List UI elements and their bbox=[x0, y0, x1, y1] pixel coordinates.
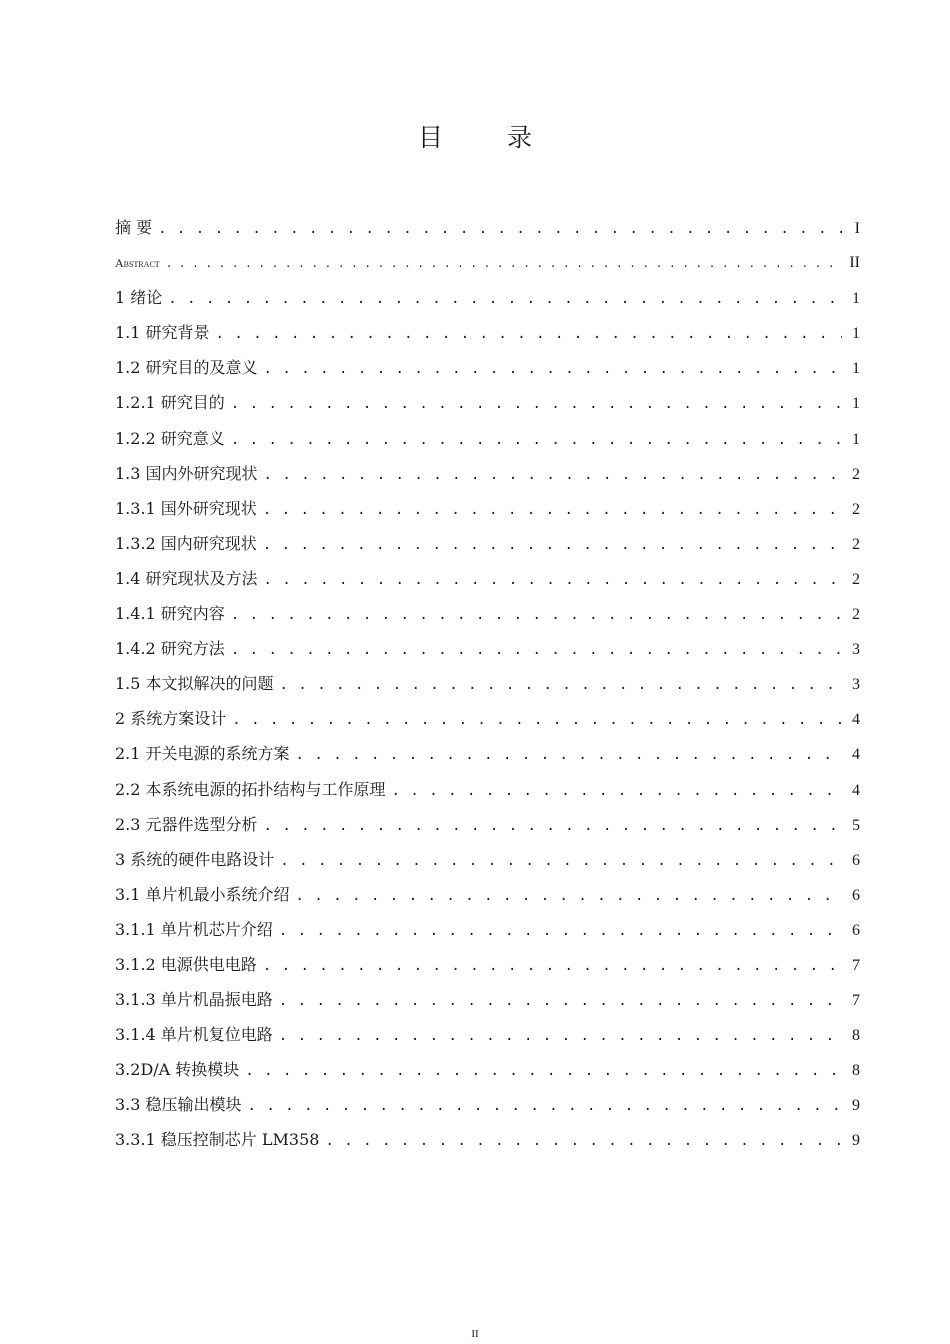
toc-entry-page: 8 bbox=[852, 1062, 860, 1080]
toc-leader-dots bbox=[280, 668, 842, 703]
toc-entry-label: 3.3 稳压输出模块 bbox=[115, 1095, 242, 1115]
toc-entry[interactable] bbox=[115, 315, 860, 350]
toc-entry-page: 6 bbox=[852, 886, 860, 904]
toc-entry-label: 1.3.1 国外研究现状 bbox=[115, 498, 257, 518]
toc-entry-page: 7 bbox=[852, 956, 860, 974]
toc-entry-abstract-en[interactable] bbox=[115, 245, 860, 280]
toc-entry-page: 2 bbox=[852, 465, 860, 483]
toc-entry-page: 9 bbox=[852, 1097, 860, 1115]
toc-entry[interactable] bbox=[115, 772, 860, 807]
toc-entry-label: 1.1 研究背景 bbox=[115, 323, 210, 343]
toc-entry[interactable] bbox=[115, 982, 860, 1017]
toc-entry-page: 2 bbox=[852, 535, 860, 553]
toc-entry-page: 1 bbox=[852, 395, 860, 413]
toc-entry-label: 2 系统方案设计 bbox=[115, 709, 227, 729]
toc-entry-label: 2.1 开关电源的系统方案 bbox=[115, 744, 290, 764]
toc-entry-page: 2 bbox=[852, 606, 860, 624]
toc-leader-dots bbox=[264, 563, 842, 598]
toc-entry-page: 2 bbox=[852, 570, 860, 588]
toc-leader-dots bbox=[232, 703, 842, 738]
toc-entry-label: 2.2 本系统电源的拓扑结构与工作原理 bbox=[115, 779, 386, 799]
toc-entry-label: 3.1.4 单片机复位电路 bbox=[115, 1025, 273, 1045]
toc-leader-dots bbox=[231, 423, 842, 458]
toc-leader-dots bbox=[166, 246, 842, 281]
toc-entry[interactable] bbox=[115, 385, 860, 420]
toc-entry-label: 1.2.1 研究目的 bbox=[115, 393, 225, 413]
page-title: 目 录 bbox=[418, 123, 560, 152]
toc-entry-page: 8 bbox=[852, 1027, 860, 1045]
toc-entry-label: 3.1 单片机最小系统介绍 bbox=[115, 884, 290, 904]
toc-entry[interactable] bbox=[115, 1087, 860, 1122]
toc-entry-label: 3 系统的硬件电路设计 bbox=[115, 849, 275, 869]
toc-entry[interactable] bbox=[115, 842, 860, 877]
toc-entry-label: 1.3.2 国内研究现状 bbox=[115, 533, 257, 553]
toc-entry[interactable] bbox=[115, 561, 860, 596]
toc-entry-page: 4 bbox=[852, 746, 860, 764]
toc-leader-dots bbox=[296, 738, 842, 773]
toc-leader-dots bbox=[279, 984, 842, 1019]
toc-entry-label: 1.2 研究目的及意义 bbox=[115, 358, 258, 378]
toc-leader-dots bbox=[245, 1054, 842, 1089]
toc-leader-dots bbox=[263, 949, 842, 984]
table-of-contents bbox=[115, 210, 860, 1158]
toc-entry[interactable] bbox=[115, 1122, 860, 1157]
toc-leader-dots bbox=[264, 809, 842, 844]
toc-leader-dots bbox=[279, 1019, 842, 1054]
toc-entry-page: 2 bbox=[852, 500, 860, 518]
toc-leader-dots bbox=[296, 879, 842, 914]
toc-entry-label: 1.3 国内外研究现状 bbox=[115, 463, 258, 483]
toc-entry-label: 1.4.2 研究方法 bbox=[115, 639, 225, 659]
toc-entry-page: II bbox=[849, 254, 860, 272]
toc-leader-dots bbox=[392, 774, 842, 809]
toc-entry-page: 5 bbox=[852, 816, 860, 834]
toc-entry-label: 1.4.1 研究内容 bbox=[115, 604, 225, 624]
page-number: II bbox=[471, 1328, 479, 1340]
toc-entry-page: 4 bbox=[852, 781, 860, 799]
toc-entry[interactable] bbox=[115, 456, 860, 491]
toc-entry[interactable] bbox=[115, 350, 860, 385]
toc-entry-page: 6 bbox=[852, 851, 860, 869]
toc-leader-dots bbox=[231, 633, 842, 668]
toc-leader-dots bbox=[279, 914, 842, 949]
toc-entry[interactable] bbox=[115, 280, 860, 315]
toc-leader-dots bbox=[158, 212, 842, 247]
toc-entry-label: 3.1.1 单片机芯片介绍 bbox=[115, 919, 273, 939]
toc-entry[interactable] bbox=[115, 596, 860, 631]
toc-entry-label: 1 绪论 bbox=[115, 288, 163, 308]
toc-entry[interactable] bbox=[115, 947, 860, 982]
toc-entry-label: 1.2.2 研究意义 bbox=[115, 428, 225, 448]
toc-entry-label: 3.2D/A 转换模块 bbox=[115, 1060, 240, 1080]
toc-leader-dots bbox=[168, 282, 842, 317]
toc-entry-page: 1 bbox=[852, 430, 860, 448]
toc-leader-dots bbox=[264, 352, 842, 387]
toc-leader-dots bbox=[248, 1089, 842, 1124]
toc-entry[interactable] bbox=[115, 807, 860, 842]
toc-entry[interactable] bbox=[115, 1017, 860, 1052]
toc-entry-abstract-cn[interactable] bbox=[115, 210, 860, 245]
toc-leader-dots bbox=[216, 317, 842, 352]
toc-entry-label: 2.3 元器件选型分析 bbox=[115, 814, 258, 834]
toc-entry-page: 1 bbox=[852, 325, 860, 343]
toc-entry[interactable] bbox=[115, 666, 860, 701]
toc-entry-label: Abstract bbox=[115, 256, 160, 271]
toc-entry-page: 9 bbox=[852, 1132, 860, 1150]
toc-entry[interactable] bbox=[115, 1052, 860, 1087]
toc-leader-dots bbox=[263, 528, 842, 563]
toc-entry-label: 1.4 研究现状及方法 bbox=[115, 568, 258, 588]
toc-entry-label: 3.3.1 稳压控制芯片 LM358 bbox=[115, 1130, 320, 1150]
toc-entry[interactable] bbox=[115, 701, 860, 736]
toc-entry-page: I bbox=[854, 220, 860, 237]
toc-entry-page: 7 bbox=[852, 992, 860, 1010]
toc-leader-dots bbox=[264, 458, 842, 493]
toc-entry-page: 1 bbox=[852, 290, 860, 308]
toc-entry-label: 1.5 本文拟解决的问题 bbox=[115, 674, 274, 694]
toc-leader-dots bbox=[325, 1124, 842, 1159]
toc-entry[interactable] bbox=[115, 491, 860, 526]
toc-entry-label: 摘 要 bbox=[115, 218, 153, 237]
toc-entry-page: 6 bbox=[852, 921, 860, 939]
toc-entry-page: 3 bbox=[852, 641, 860, 659]
toc-entry[interactable] bbox=[115, 526, 860, 561]
toc-leader-dots bbox=[231, 387, 842, 422]
toc-entry[interactable] bbox=[115, 421, 860, 456]
toc-leader-dots bbox=[231, 598, 842, 633]
toc-entry-page: 1 bbox=[852, 360, 860, 378]
toc-entry[interactable] bbox=[115, 631, 860, 666]
toc-leader-dots bbox=[263, 493, 842, 528]
toc-entry-page: 3 bbox=[852, 676, 860, 694]
toc-entry[interactable] bbox=[115, 877, 860, 912]
toc-entry-page: 4 bbox=[852, 711, 860, 729]
toc-leader-dots bbox=[280, 844, 842, 879]
toc-entry-label: 3.1.3 单片机晶振电路 bbox=[115, 990, 273, 1010]
toc-entry[interactable] bbox=[115, 736, 860, 771]
toc-entry[interactable] bbox=[115, 912, 860, 947]
toc-entry-label: 3.1.2 电源供电电路 bbox=[115, 954, 257, 974]
